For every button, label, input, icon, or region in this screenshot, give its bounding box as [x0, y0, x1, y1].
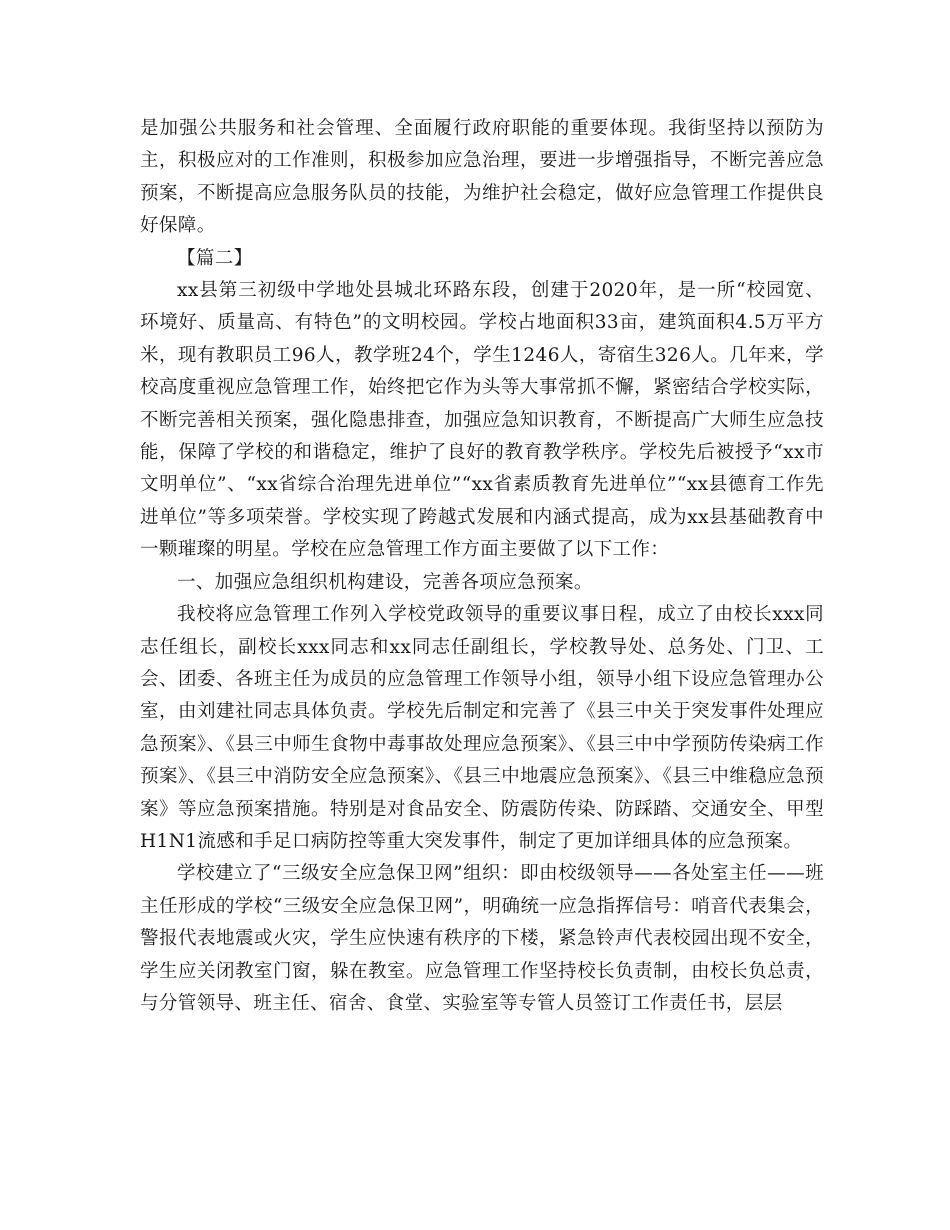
paragraph-school-overview: xx县第三初级中学地处县城北环路东段，创建于2020年，是一所“校园宽、环境好、质量高、有特色”的文明校园。学校占地面积33亩，建筑面积4.5万平方米，现有教职员工96人，教学班24个，学生1246人，寄宿生326人。几年来，学校高度重视应急管理工作，始终把它作为头等大事常抓不懈，紧密结合学校实际，不断完善相关预案，强化隐患排查，加强应急知识教育，不断提高广大师生应急技能，保障了学校的和谐稳定，维护了良好的教育教学秩序。学校先后被授予“xx市文明单位”、“xx省综合治理先进单位”“xx省素质教育先进单位”“xx县德育工作先进单位”等多项荣誉。学校实现了跨越式发展和内涵式提高，成为xx县基础教育中一颗璀璨的明星。学校在应急管理工作方面主要做了以下工作：	[140, 280, 824, 561]
document-body	[140, 113, 824, 1020]
paragraph-intro-continued: 是加强公共服务和社会管理、全面履行政府职能的重要体现。我街坚持以预防为主，积极应对的工作准则，积极参加应急治理，要进一步增强指导，不断完善应急预案，不断提高应急服务队员的技能，为维护社会稳定，做好应急管理工作提供良好保障。	[140, 118, 824, 237]
section-heading-part-two: 【篇二】	[177, 247, 253, 269]
paragraph-section-one-heading: 一、加强应急组织机构建设，完善各项应急预案。	[177, 571, 593, 593]
paragraph-security-network: 学校建立了“三级安全应急保卫网”组织：即由校级领导——各处室主任——班主任形成的学校“三级安全应急保卫网”，明确统一应急指挥信号：哨音代表集会，警报代表地震或火灾，学生应快速有秩序的下楼，紧急铃声代表校园出现不安全，学生应关闭教室门窗，躲在教室。应急管理工作坚持校长负责制，由校长负总责，与分管领导、班主任、宿舍、食堂、实验室等专管人员签订工作责任书，层层	[140, 863, 824, 1014]
paragraph-organization: 我校将应急管理工作列入学校党政领导的重要议事日程，成立了由校长xxx同志任组长，副校长xxx同志和xx同志任副组长，学校教导处、总务处、门卫、工会、团委、各班主任为成员的应急管理工作领导小组，领导小组下设应急管理办公室，由刘建社同志具体负责。学校先后制定和完善了《县三中关于突发事件处理应急预案》、《县三中师生食物中毒事故处理应急预案》、《县三中中学预防传染病工作预案》、《县三中消防安全应急预案》、《县三中地震应急预案》、《县三中维稳应急预案》等应急预案措施。特别是对食品安全、防震防传染、防踩踏、交通安全、甲型H1N1流感和手足口病防控等重大突发事件，制定了更加详细具体的应急预案。	[140, 604, 824, 852]
